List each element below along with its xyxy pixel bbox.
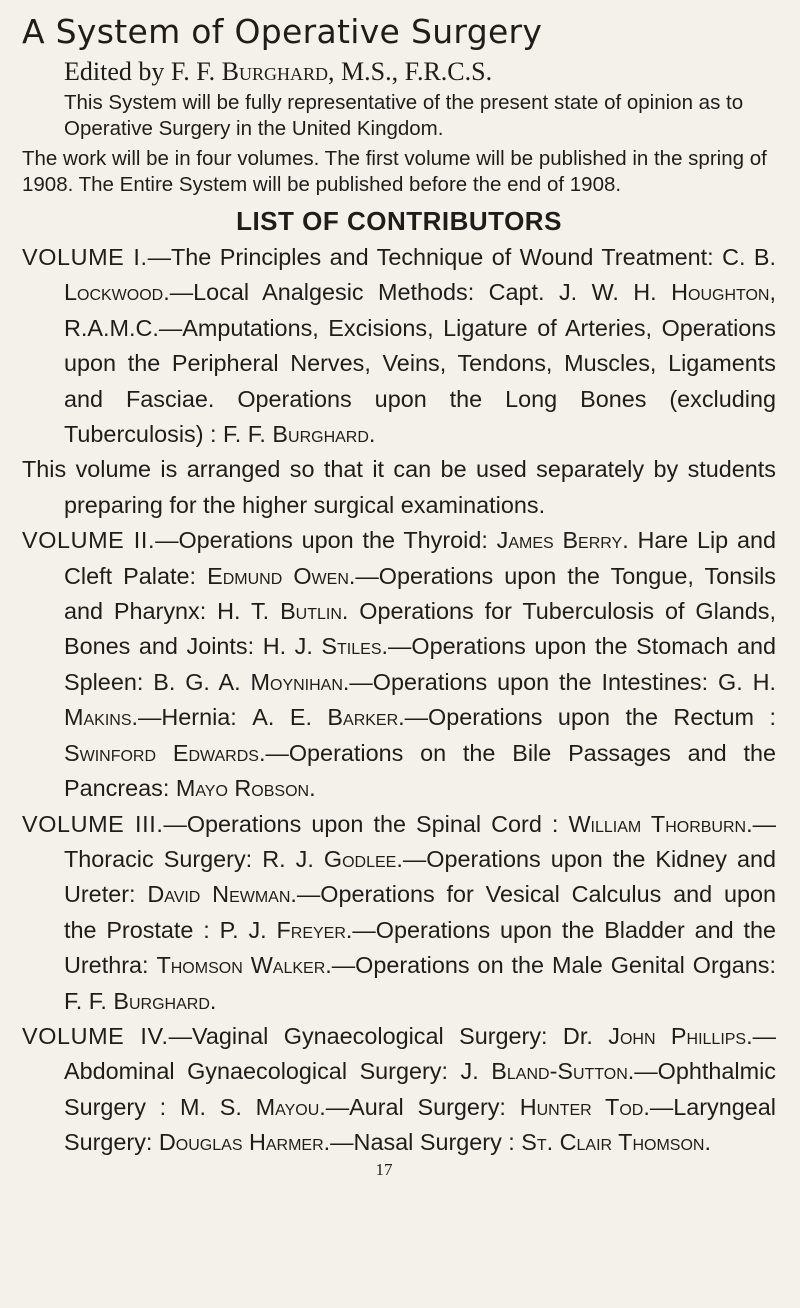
editor-credentials: , M.S., F.R.C.S.	[327, 57, 493, 86]
volume-entry	[22, 807, 776, 1019]
contributor-name: F. F. Burghard	[223, 421, 369, 448]
contributor-name: H. T. Butlin	[217, 598, 342, 625]
publication-notice: The work will be in four volumes. The first volume will be published in the spring of 1908. The Entire System will be published before the end of 1908.	[22, 147, 767, 196]
contributor-name: Swinford Edwards	[64, 739, 259, 766]
contributor-name: H. J. Stiles	[262, 633, 382, 660]
contributor-name: G. H. Makins	[64, 668, 776, 731]
contributor-name: F. F. Burghard	[64, 987, 210, 1014]
volume-text: .—Nasal Surgery :	[323, 1129, 522, 1156]
page-number: 17	[375, 1159, 393, 1179]
volume-text: —Operations upon the Thyroid:	[155, 527, 497, 554]
volume-text: , R.A.M.C.—Amputations, Excisions, Ligature of Arteries, Operations upon the Peripheral Nerves, Veins, Tendons, Muscles, Ligaments and Fasciae. Operations upon the Long Bones (excluding Tuberculosis) :	[64, 279, 776, 448]
volume-text: .—Hernia:	[131, 704, 253, 731]
volume-text: .—Operations upon the Kidney and Ureter:	[64, 845, 776, 908]
volume-label: VOLUME IV.	[22, 1022, 169, 1049]
volume-text: .—Operations on the Bile Passages and the Pancreas:	[64, 739, 776, 802]
volume-text: .—Operations for Vesical Calculus and upon the Prostate :	[64, 881, 776, 943]
volume-text: .	[704, 1129, 711, 1156]
contributor-name: William Thorburn	[568, 810, 747, 837]
volume-text: —Operations upon the Spinal Cord :	[163, 810, 569, 837]
volume-entry	[22, 1019, 776, 1161]
volume-text: .—Operations on the Male Genital Organs:	[325, 952, 776, 979]
volume-label: VOLUME I.	[22, 244, 148, 270]
contributor-name: Hunter Tod	[519, 1093, 644, 1120]
editor-name: F. F. Burghard	[170, 57, 328, 86]
volume-text: .	[309, 775, 316, 802]
volume-text: .—Abdominal Gynaecological Surgery:	[64, 1022, 776, 1085]
contributor-name: B. G. A. Moynihan	[153, 668, 343, 695]
editor-line	[64, 54, 776, 90]
intro-paragraph: This System will be fully representative of the present state of opinion as to Operative Surgery in the United Kingdom.	[64, 91, 744, 140]
volume-text: .	[209, 987, 217, 1014]
volume-text: .—Operations upon the Bladder and the Urethra:	[64, 916, 776, 979]
volume-text: .—Aural Surgery:	[319, 1093, 520, 1120]
volume-note	[22, 452, 776, 523]
volume-label: VOLUME III.	[22, 810, 164, 837]
contributor-name: Douglas Harmer	[158, 1129, 324, 1156]
contributor-name: David Newman	[147, 881, 291, 908]
editor-prefix: Edited by	[64, 57, 171, 86]
volume-text: .—Local Analgesic Methods: Capt. J. W. H.	[163, 279, 672, 306]
volume-text: .—Operations upon the Tongue, Tonsils and Pharynx:	[64, 562, 776, 625]
contributor-name: Edmund Owen	[207, 562, 349, 589]
volume-text: .	[368, 421, 376, 448]
volume-entry	[22, 523, 776, 806]
contributor-name: A. E. Barker	[252, 704, 399, 731]
volume-text: . Operations for Tuberculosis of Glands, Bones and Joints:	[64, 598, 776, 660]
contributor-name: P. J. Freyer	[219, 916, 346, 943]
volume-text: .—Thoracic Surgery:	[64, 810, 776, 872]
volume-entry	[22, 240, 776, 452]
volume-text: —Vaginal Gynaecological Surgery: Dr.	[168, 1022, 609, 1049]
contributor-name: J. Bland-Sutton	[460, 1058, 628, 1085]
volume-text: .—Operations upon the Stomach and Spleen:	[64, 633, 776, 695]
contributor-name: R. J. Godlee	[262, 845, 397, 872]
contributor-name: James Berry	[496, 527, 623, 554]
contributor-name: St. Clair Thomson	[521, 1129, 705, 1156]
volume-text: .—Operations upon the Intestines:	[342, 668, 718, 695]
volume-text: —The Principles and Technique of Wound Treatment:	[147, 244, 723, 270]
contributor-name: Houghton	[671, 279, 770, 306]
contributors-heading: LIST OF CONTRIBUTORS	[236, 206, 562, 236]
volume-list	[22, 240, 776, 1161]
contributor-name: C. B. Lockwood	[64, 244, 776, 306]
volume-text: .—Operations upon the Rectum :	[398, 704, 776, 731]
contributor-name: John Phillips	[608, 1022, 747, 1049]
volume-text: .—Ophthalmic Surgery :	[64, 1058, 776, 1120]
volume-label: VOLUME II.	[22, 527, 156, 554]
contributor-name: Mayo Robson	[175, 775, 310, 802]
contributor-name: Thomson Walker	[156, 952, 326, 979]
volume-text: .—Laryngeal Surgery:	[64, 1093, 776, 1156]
volume-text: This volume is arranged so that it can be used separately by students preparing for the higher surgical examinations.	[22, 456, 776, 518]
contributor-name: M. S. Mayou	[179, 1093, 320, 1120]
volume-text: . Hare Lip and Cleft Palate:	[64, 527, 776, 589]
book-title: A System of Operative Surgery	[22, 12, 543, 51]
